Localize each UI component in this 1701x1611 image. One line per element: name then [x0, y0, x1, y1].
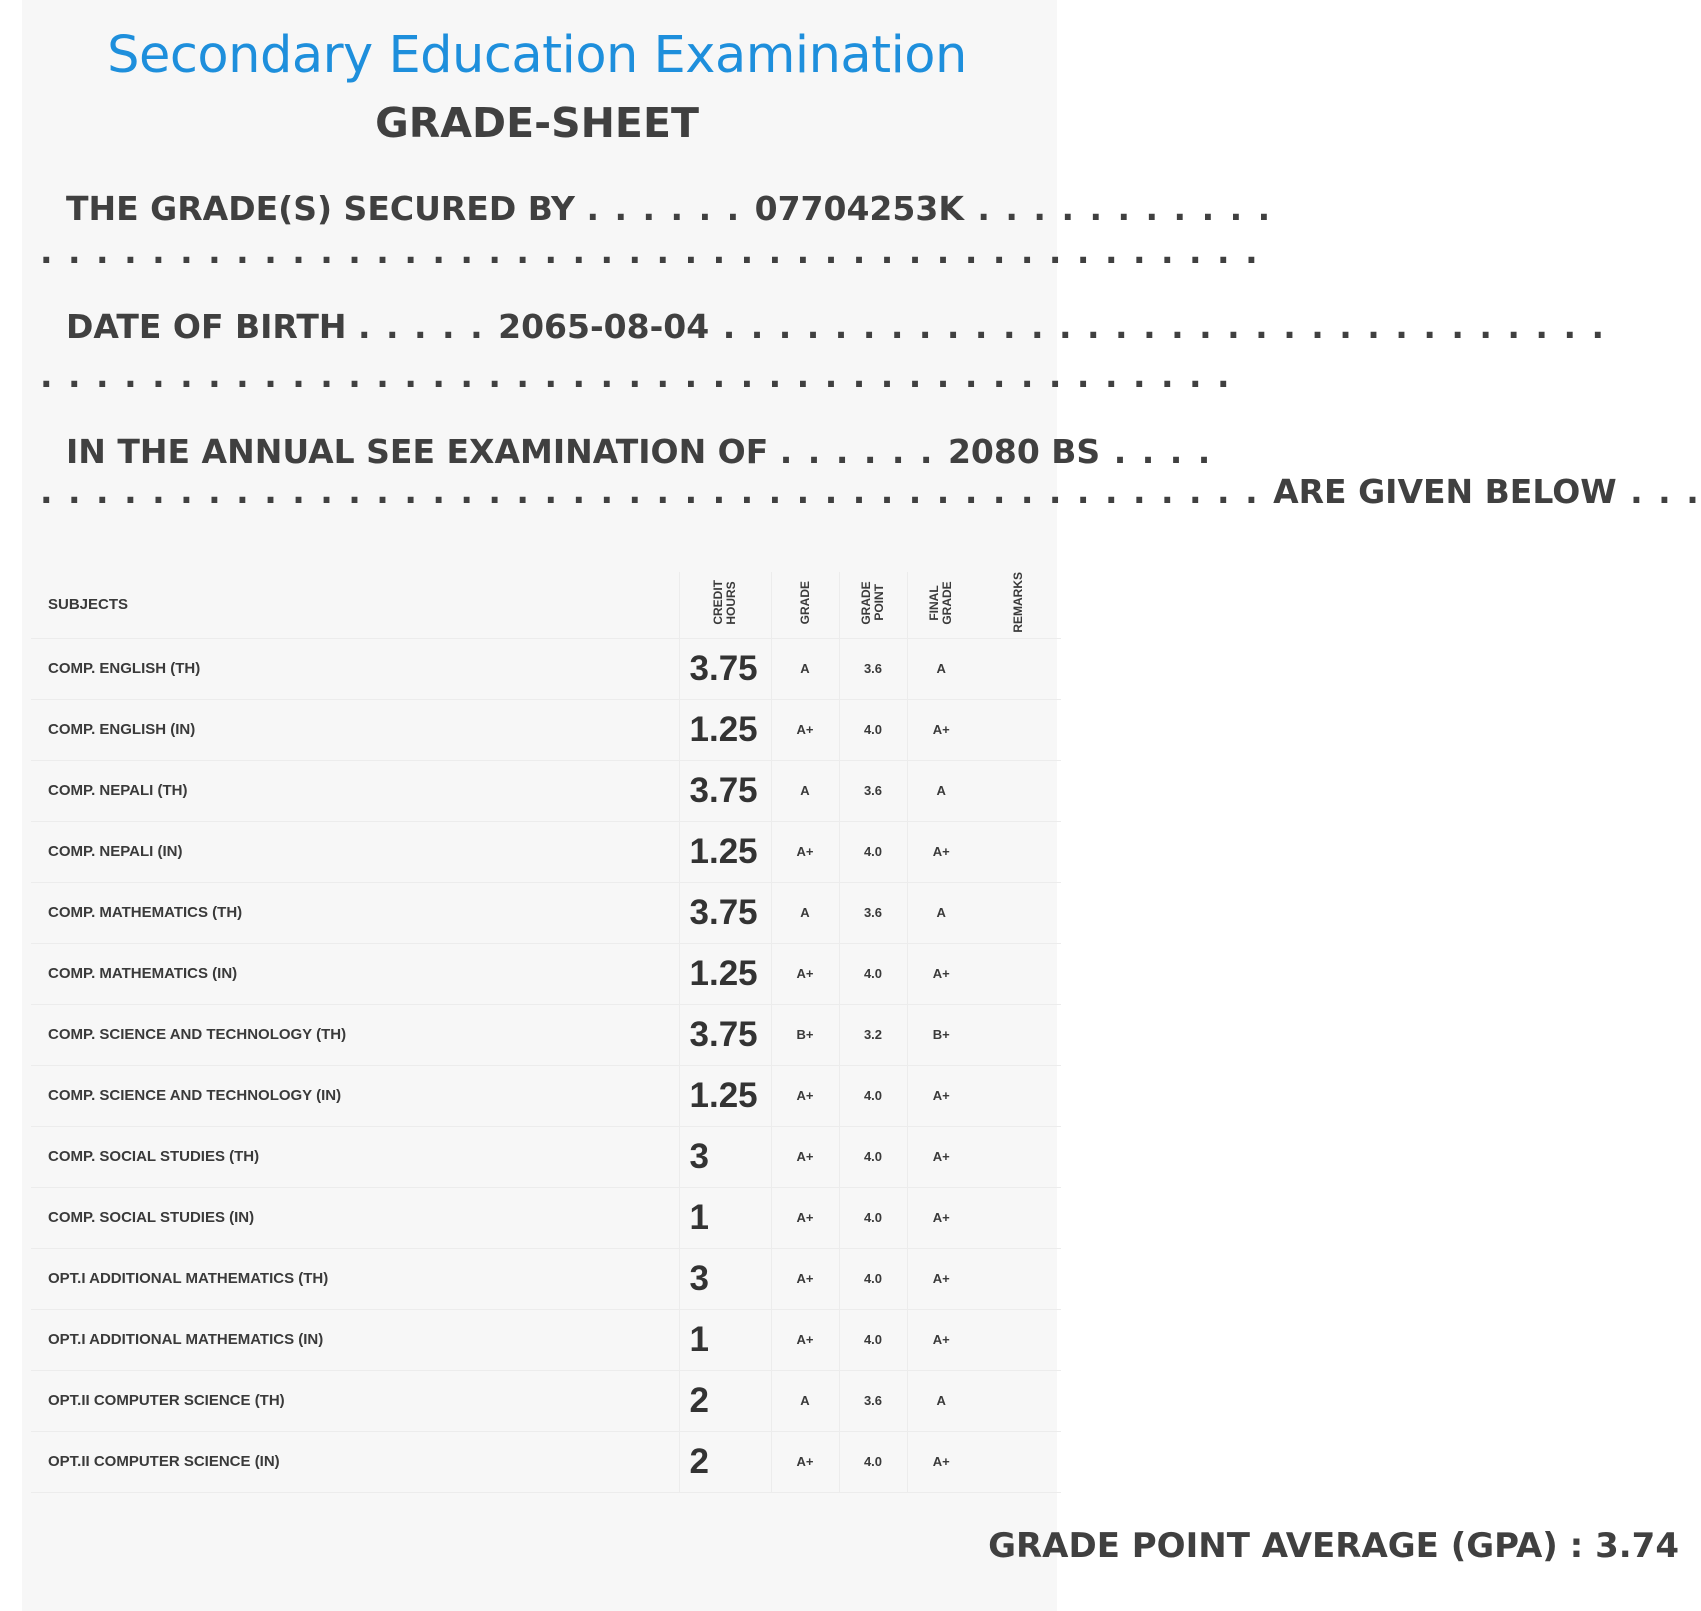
table-row	[31, 699, 1061, 760]
grade: A+	[771, 699, 839, 760]
credit-hours: 3.75	[679, 882, 771, 943]
remarks	[975, 1248, 1061, 1309]
grade-point: 4.0	[839, 821, 907, 882]
subject-name: COMP. NEPALI (IN)	[31, 821, 679, 882]
credit-hours: 1.25	[679, 821, 771, 882]
grade: A+	[771, 821, 839, 882]
remarks	[975, 699, 1061, 760]
grade: B+	[771, 1004, 839, 1065]
gpa-value: 3.74	[1595, 1526, 1679, 1566]
exam-title: Secondary Education Examination	[107, 26, 967, 85]
subject-name: COMP. SCIENCE AND TECHNOLOGY (TH)	[31, 1004, 679, 1065]
credit-hours: 2	[679, 1431, 771, 1492]
remarks	[975, 943, 1061, 1004]
final-grade: B+	[907, 1004, 975, 1065]
gpa-label: GRADE POINT AVERAGE (GPA) :	[988, 1526, 1584, 1566]
remarks	[975, 1065, 1061, 1126]
grade-point: 4.0	[839, 1309, 907, 1370]
subject-name: COMP. ENGLISH (IN)	[31, 699, 679, 760]
table-row	[31, 1309, 1061, 1370]
final-grade: A+	[907, 1126, 975, 1187]
subject-name: OPT.II COMPUTER SCIENCE (IN)	[31, 1431, 679, 1492]
credit-hours: 1.25	[679, 699, 771, 760]
remarks	[975, 882, 1061, 943]
final-grade: A	[907, 1370, 975, 1431]
grade-point: 3.6	[839, 638, 907, 699]
remarks	[975, 638, 1061, 699]
subject-name: COMP. SOCIAL STUDIES (IN)	[31, 1187, 679, 1248]
table-row	[31, 1065, 1061, 1126]
subject-name: OPT.I ADDITIONAL MATHEMATICS (TH)	[31, 1248, 679, 1309]
grade: A+	[771, 1309, 839, 1370]
table-row	[31, 821, 1061, 882]
subject-name: COMP. MATHEMATICS (TH)	[31, 882, 679, 943]
grade-point: 4.0	[839, 1248, 907, 1309]
grade: A+	[771, 943, 839, 1004]
grade: A+	[771, 1187, 839, 1248]
grade-point: 4.0	[839, 1126, 907, 1187]
header-credit-hours: CREDIT HOURS	[679, 572, 771, 638]
credit-hours: 3	[679, 1248, 771, 1309]
exam-line: IN THE ANNUAL SEE EXAMINATION OF . . . . . . 2080 BS . . . .	[66, 432, 1213, 471]
credit-hours: 1.25	[679, 943, 771, 1004]
grade-point: 3.2	[839, 1004, 907, 1065]
subject-name: OPT.II COMPUTER SCIENCE (TH)	[31, 1370, 679, 1431]
grade: A+	[771, 1248, 839, 1309]
exam-year: 2080 BS	[947, 432, 1101, 471]
grade-point: 3.6	[839, 882, 907, 943]
header-final-grade: FINAL GRADE	[907, 572, 975, 638]
header-remarks: REMARKS	[975, 572, 1061, 638]
remarks	[975, 1431, 1061, 1492]
remarks	[975, 821, 1061, 882]
credit-hours: 1.25	[679, 1065, 771, 1126]
grade-sheet-heading: GRADE-SHEET	[375, 99, 699, 147]
remarks	[975, 1187, 1061, 1248]
credit-hours: 3.75	[679, 1004, 771, 1065]
remarks	[975, 1309, 1061, 1370]
grade-point: 4.0	[839, 1431, 907, 1492]
table-row	[31, 1248, 1061, 1309]
subject-name: OPT.I ADDITIONAL MATHEMATICS (IN)	[31, 1309, 679, 1370]
final-grade: A+	[907, 943, 975, 1004]
final-grade: A+	[907, 821, 975, 882]
dob-label: DATE OF BIRTH	[66, 307, 347, 346]
dob-value: 2065-08-04	[498, 307, 710, 346]
grade-point: 4.0	[839, 943, 907, 1004]
table-row	[31, 1187, 1061, 1248]
grade-point: 4.0	[839, 1187, 907, 1248]
remarks	[975, 1126, 1061, 1187]
table-row	[31, 1370, 1061, 1431]
header-subjects: SUBJECTS	[31, 572, 679, 638]
secured-by-label: THE GRADE(S) SECURED BY	[66, 189, 575, 228]
dotted-continuation: . . . . . . . . . . . . . . . . . . . . . . . . . . . . . . . . . . . . . . . . . . .	[40, 356, 1232, 395]
table-row	[31, 882, 1061, 943]
final-grade: A+	[907, 699, 975, 760]
grade-point: 3.6	[839, 760, 907, 821]
credit-hours: 2	[679, 1370, 771, 1431]
final-grade: A+	[907, 1065, 975, 1126]
final-grade: A+	[907, 1248, 975, 1309]
subject-name: COMP. SCIENCE AND TECHNOLOGY (IN)	[31, 1065, 679, 1126]
final-grade: A	[907, 638, 975, 699]
secured-by-line: THE GRADE(S) SECURED BY . . . . . . 07704253K . . . . . . . . . . .	[66, 189, 1273, 228]
final-grade: A+	[907, 1431, 975, 1492]
grades-table	[31, 572, 1061, 1493]
table-header-row	[31, 572, 1061, 638]
grade-point: 4.0	[839, 699, 907, 760]
table-row	[31, 638, 1061, 699]
credit-hours: 3.75	[679, 638, 771, 699]
table-row	[31, 943, 1061, 1004]
symbol-number: 07704253K	[754, 189, 964, 228]
subject-name: COMP. ENGLISH (TH)	[31, 638, 679, 699]
exam-label: IN THE ANNUAL SEE EXAMINATION OF	[66, 432, 769, 471]
subject-name: COMP. SOCIAL STUDIES (TH)	[31, 1126, 679, 1187]
grade: A	[771, 1370, 839, 1431]
table-row	[31, 760, 1061, 821]
grade-point: 3.6	[839, 1370, 907, 1431]
credit-hours: 1	[679, 1187, 771, 1248]
given-below-line: . . . . . . . . . . . . . . . . . . . . . . . . . . . . . . . . . . . . . . . . . . . . ARE GIVEN BELOW . . .	[40, 472, 1701, 511]
credit-hours: 1	[679, 1309, 771, 1370]
given-below-text: ARE GIVEN BELOW	[1273, 472, 1617, 511]
table-row	[31, 1431, 1061, 1492]
grade: A	[771, 760, 839, 821]
remarks	[975, 1004, 1061, 1065]
dotted-continuation: . . . . . . . . . . . . . . . . . . . . . . . . . . . . . . . . . . . . . . . . . . . .	[40, 232, 1260, 271]
grade: A+	[771, 1431, 839, 1492]
grade: A+	[771, 1065, 839, 1126]
gpa-summary	[988, 1526, 1679, 1566]
grade: A+	[771, 1126, 839, 1187]
remarks	[975, 760, 1061, 821]
remarks	[975, 1370, 1061, 1431]
header-grade: GRADE	[771, 572, 839, 638]
subject-name: COMP. MATHEMATICS (IN)	[31, 943, 679, 1004]
subject-name: COMP. NEPALI (TH)	[31, 760, 679, 821]
table-row	[31, 1126, 1061, 1187]
header-grade-point: GRADE POINT	[839, 572, 907, 638]
grade: A	[771, 882, 839, 943]
credit-hours: 3.75	[679, 760, 771, 821]
grade: A	[771, 638, 839, 699]
final-grade: A	[907, 882, 975, 943]
grade-point: 4.0	[839, 1065, 907, 1126]
table-row	[31, 1004, 1061, 1065]
final-grade: A	[907, 760, 975, 821]
dob-line: DATE OF BIRTH . . . . . 2065-08-04 . . . . . . . . . . . . . . . . . . . . . . . . . . . . . . . .	[66, 307, 1606, 346]
final-grade: A+	[907, 1309, 975, 1370]
credit-hours: 3	[679, 1126, 771, 1187]
final-grade: A+	[907, 1187, 975, 1248]
